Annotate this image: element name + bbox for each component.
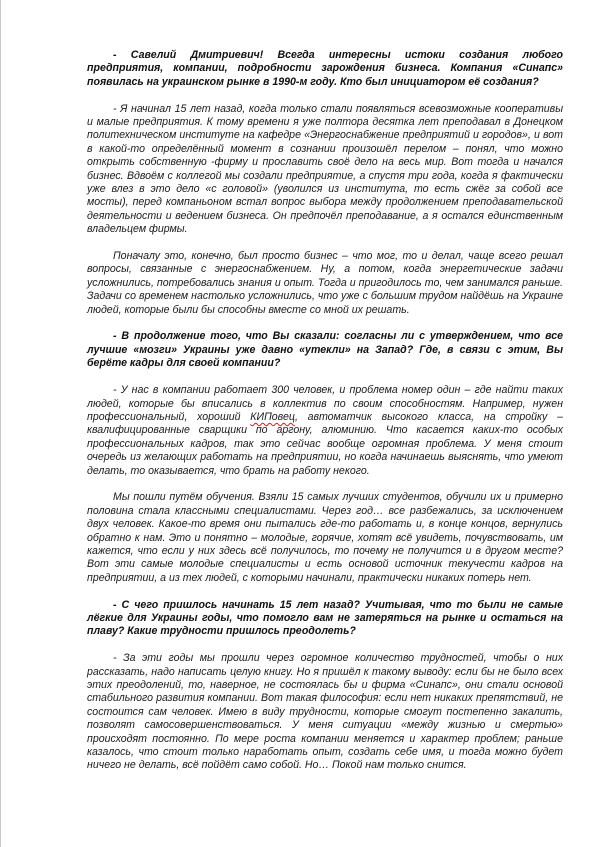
page-edge [0,0,1,847]
answer-2-text-after: , автоматчик высокого класса, на стройку –квалифицированные сварщики по аргону, алюминию. Что касается каких-то особых профессиональных кадров, так это сейчас вообще огромная проблема. У меня стоит очередь из желающих работать на предприятии, но когда начинаешь выяснять, что умеют делать, то оказывается, что брать на работу некого. [87,410,563,477]
interview-answer-1-continued: Поначалу это, конечно, был просто бизнес – что мог, то и делал, чаще всего решал вопросы, связанные с энергоснабжением. Ну, а потом, когда энергетические задачи усложнились, потребовались знания и опыт. Тогда и пригодилось то, чем занимался раньше. Задачи со временем настолько усложнились, что уже с большим трудом найдёшь на Украине людей, которые были бы способны вместе со мной их решать. [87,250,563,316]
interview-answer-3: - За эти годы мы прошли через огромное количество трудностей, чтобы о них рассказать, надо написать целую книгу. Но я пришёл к такому выводу: если бы не было всех этих преодолений, то, наверное, не состоялась бы и фирма «Синапс», они стали основой стабильного развития компании. Вот такая философия: если нет никаких препятствий, не состоится сам человек. Имею в виду трудности, которые смогут постепенно закалить, позволят самосовершенствоваться. У меня ситуации «между жизнью и смертью» происходят постоянно. По мере роста компании меняется и характер проблем; раньше казалось, что стоит только наработать опыт, создать себе имя, и тогда можно будет ничего не делать, всё пойдёт само собой. Но… Покой нам только снится. [87,652,563,772]
interview-question-1: - Савелий Дмитриевич! Всегда интересны истоки создания любого предприятия, компании, подробности зарождения бизнеса. Компания «Синапс» появилась на украинском рынке в 1990-м году. Кто был инициатором её создания? [87,49,563,88]
spellcheck-flagged-word[interactable]: КИПовец [250,410,295,423]
interview-question-3: - С чего пришлось начинать 15 лет назад? Учитывая, что то были не самые лёгкие для Украины годы, что помогло вам не затеряться на рынке и остаться на плаву? Какие трудности пришлось преодолеть? [87,598,563,638]
answer-2-text-before: - У нас в компании работает 300 человек, и проблема номер один – где найти таких людей, которые бы вписались в коллектив по своим способностям. Например, нужен профессиональный, хороший [87,384,563,423]
interview-question-2: - В продолжение того, что Вы сказали: согласны ли с утверждением, что все лучшие «мозги» Украины уже давно «утекли» на Запад? Где, в связи с этим, Вы берёте кадры для своей компании? [87,330,563,370]
interview-answer-1: - Я начинал 15 лет назад, когда только стали появляться всевозможные кооперативы и малые предприятия. К тому времени я уже полтора десятка лет преподавал в Донецком политехническом институте на кафедре «Энергоснабжение предприятий и городов», и вот в какой-то определённый момент в сознании произошёл перелом – понял, что можно открыть собственную -фирму и прославить своё дело на весь мир. Вот тогда и начался бизнес. Вдвоём с коллегой мы создали предприятие, а спустя три года, когда я фактически уже влез в это дело «с головой» (уволился из института, то есть сжёг за собой все мосты), перед компаньоном встал вопрос выбора между продолжением преподавательской деятельности и ведением бизнеса. Он предпочёл преподавание, а я остался единственным владельцем фирмы. [87,102,563,236]
document-body [87,49,563,786]
interview-answer-2 [87,384,563,478]
interview-answer-2-continued: Мы пошли путём обучения. Взяли 15 самых лучших студентов, обучили их и примерно половина стала классными специалистами. Через год… все разбежались, за исключением двух человек. Какое-то время они пытались где-то работать и, в конце концов, вернулись обратно к нам. Это и понятно – молодые, горячие, хотят всё увидеть, почувствовать, им кажется, что если у них здесь всё получилось, то почему не получится и в другом месте? Вот эти самые молодые специалисты и есть основой источник текучести кадров на предприятии, а из тех людей, с которыми начинали, практически никаких потерь нет. [87,491,563,584]
